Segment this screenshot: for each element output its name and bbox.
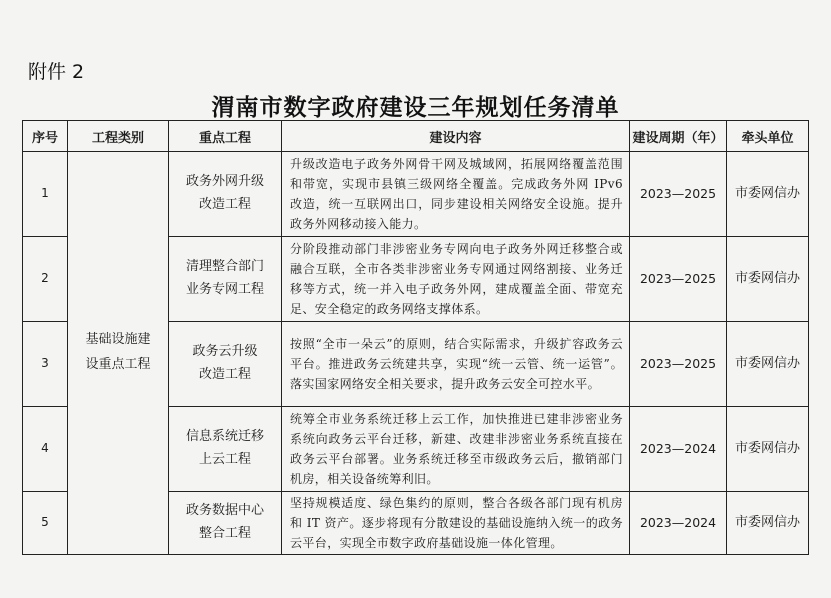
header-content: 建设内容 xyxy=(282,121,630,152)
project-line-2: 业务专网工程 xyxy=(185,282,264,297)
row-project xyxy=(169,237,282,322)
row-seq: 3 xyxy=(23,322,68,407)
project-line-1: 政务数据中心 xyxy=(185,503,264,519)
row-period: 2023—2025 xyxy=(630,152,727,237)
header-period: 建设周期（年） xyxy=(630,121,727,152)
row-lead: 市委网信办 xyxy=(727,322,809,407)
row-seq: 5 xyxy=(23,492,68,555)
row-seq: 1 xyxy=(23,152,68,237)
row-period: 2023—2025 xyxy=(630,322,727,407)
row-seq: 4 xyxy=(23,407,68,492)
row-lead: 市委网信办 xyxy=(727,237,809,322)
table-header-row xyxy=(23,121,809,152)
attachment-label: 附件 2 xyxy=(28,61,85,83)
project-line-1: 政务外网升级 xyxy=(185,174,264,190)
row-project xyxy=(169,152,282,237)
project-line-1: 政务云升级 xyxy=(192,344,258,360)
row-project xyxy=(169,407,282,492)
project-line-1: 清理整合部门 xyxy=(185,259,264,275)
row-project xyxy=(169,492,282,555)
row-seq: 2 xyxy=(23,237,68,322)
row-content: 分阶段推动部门非涉密业务专网向电子政务外网迁移整合或融合互联，全市各类非涉密业务专网通过网络割接、业务迁移等方式，统一并入电子政务外网，建成覆盖全面、带宽充足、安全稳定的政务网络支撑体系。 xyxy=(282,237,630,322)
row-period: 2023—2024 xyxy=(630,407,727,492)
project-line-2: 改造工程 xyxy=(198,367,251,382)
row-period: 2023—2024 xyxy=(630,492,727,555)
row-lead: 市委网信办 xyxy=(727,152,809,237)
project-line-2: 改造工程 xyxy=(198,197,251,212)
header-category: 工程类别 xyxy=(68,121,169,152)
row-lead: 市委网信办 xyxy=(727,407,809,492)
task-table xyxy=(22,120,809,555)
table-row xyxy=(23,152,809,237)
row-content: 坚持规模适度、绿色集约的原则，整合各级各部门现有机房和 IT 资产。逐步将现有分散建设的基础设施纳入统一的政务云平台，实现全市数字政府基础设施一体化管理。 xyxy=(282,492,630,555)
project-line-2: 整合工程 xyxy=(198,526,251,541)
header-seq: 序号 xyxy=(23,121,68,152)
project-line-1: 信息系统迁移 xyxy=(185,429,264,445)
row-content: 统筹全市业务系统迁移上云工作，加快推进已建非涉密业务系统向政务云平台迁移，新建、改建非涉密业务系统直接在政务云平台部署。业务系统迁移至市级政务云后，撤销部门机房，相关设备统筹利旧。 xyxy=(282,407,630,492)
row-lead: 市委网信办 xyxy=(727,492,809,555)
row-content: 升级改造电子政务外网骨干网及城域网，拓展网络覆盖范围和带宽，实现市县镇三级网络全覆盖。完成政务外网 IPv6 改造，统一互联网出口，同步建设相关网络安全设施。提升政务外网移动接入能力。 xyxy=(282,152,630,237)
category-cell xyxy=(68,152,169,555)
header-project: 重点工程 xyxy=(169,121,282,152)
page-title: 渭南市数字政府建设三年规划任务清单 xyxy=(211,94,620,121)
row-project xyxy=(169,322,282,407)
row-period: 2023—2025 xyxy=(630,237,727,322)
category-line-1: 基础设施建 xyxy=(85,332,151,348)
category-line-2: 设重点工程 xyxy=(85,357,151,372)
project-line-2: 上云工程 xyxy=(198,452,251,467)
row-content: 按照“全市一朵云”的原则，结合实际需求，升级扩容政务云平台。推进政务云统建共享，实现“统一云管、统一运管”。落实国家网络安全相关要求，提升政务云安全可控水平。 xyxy=(282,322,630,407)
header-lead: 牵头单位 xyxy=(727,121,809,152)
